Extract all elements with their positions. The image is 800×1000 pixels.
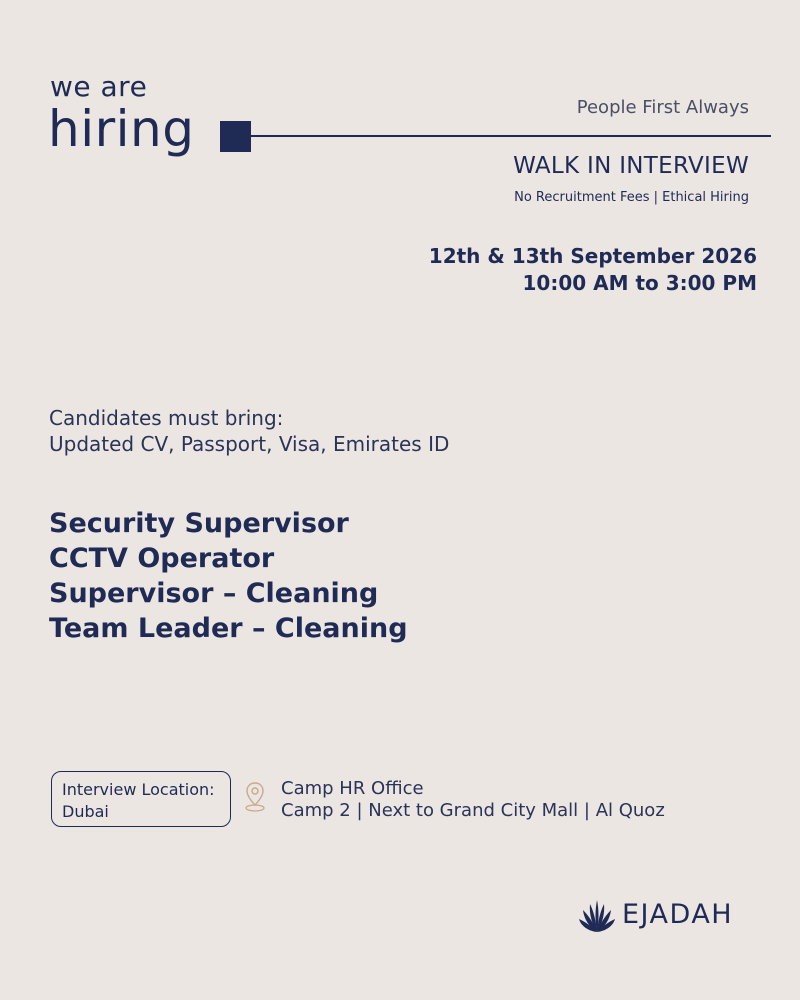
position-item: CCTV Operator — [49, 543, 275, 574]
positions-list — [49, 506, 408, 646]
tagline: People First Always — [576, 97, 749, 118]
requirements-title: Candidates must bring: — [49, 406, 284, 430]
position-item: Supervisor – Cleaning — [49, 578, 379, 609]
brand-name: EJADAH — [622, 899, 734, 930]
requirements-items: Updated CV, Passport, Visa, Emirates ID — [49, 432, 450, 456]
hiring-heading: hiring — [48, 100, 195, 158]
location-city: Dubai — [62, 802, 109, 821]
event-time: 10:00 AM to 3:00 PM — [522, 271, 757, 295]
map-pin-icon — [242, 780, 268, 814]
position-item: Security Supervisor — [49, 508, 349, 539]
address-line-1: Camp HR Office — [281, 778, 424, 799]
ejadah-logo-icon — [578, 896, 616, 936]
we-are-text: we are — [50, 70, 148, 103]
header-divider — [251, 135, 771, 137]
location-box — [51, 771, 231, 827]
event-title: WALK IN INTERVIEW — [513, 153, 749, 179]
address-line-2: Camp 2 | Next to Grand City Mall | Al Quoz — [281, 800, 665, 821]
event-date: 12th & 13th September 2026 — [428, 244, 757, 268]
location-label: Interview Location: — [62, 780, 215, 799]
accent-square — [220, 121, 251, 152]
event-subtitle: No Recruitment Fees | Ethical Hiring — [514, 190, 749, 205]
position-item: Team Leader – Cleaning — [49, 613, 408, 644]
